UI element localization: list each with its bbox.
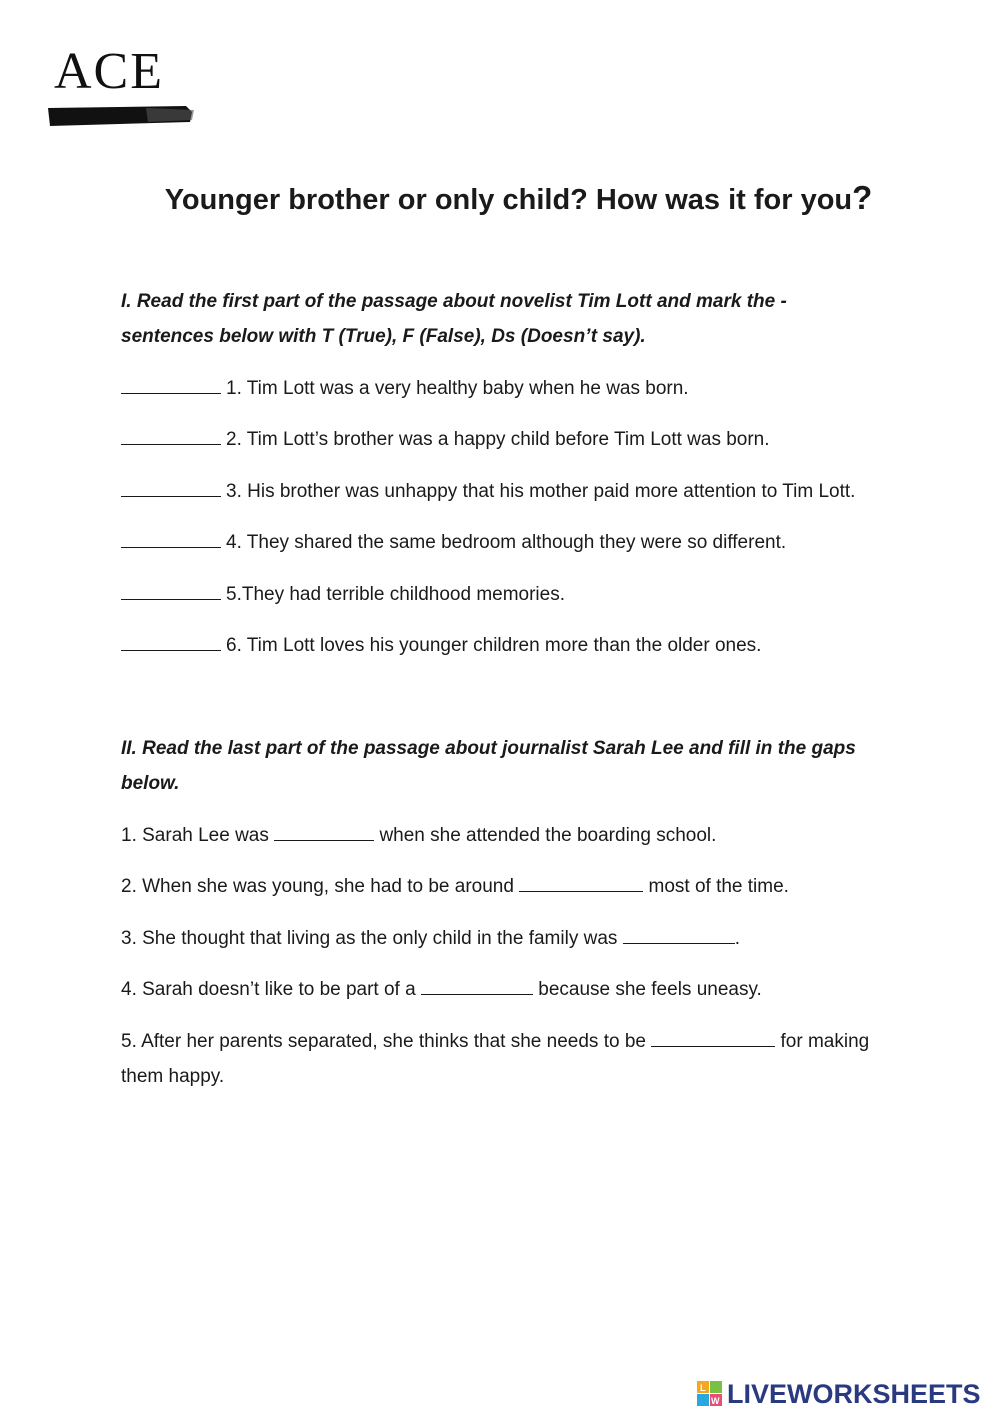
liveworksheets-brand (697, 1377, 981, 1411)
gap-item-text-after: because she feels uneasy. (538, 979, 762, 1000)
gap-item-text-before: 2. When she was young, she had to be around (121, 876, 514, 897)
tf-item-5 (121, 577, 941, 612)
answer-blank[interactable] (121, 577, 221, 600)
section1-instruction (121, 284, 921, 354)
page-title (0, 178, 1000, 220)
svg-text:L: L (700, 1383, 706, 1393)
gap-blank[interactable] (421, 972, 533, 995)
tf-item-2 (121, 422, 941, 457)
tf-item-6 (121, 628, 941, 663)
gap-blank[interactable] (274, 818, 374, 841)
title-qmark: ? (852, 179, 873, 216)
answer-blank[interactable] (121, 525, 221, 548)
answer-blank[interactable] (121, 628, 221, 651)
gap-item-text-after: for making (780, 1031, 870, 1052)
tf-item-1 (121, 371, 941, 406)
answer-blank[interactable] (121, 422, 221, 445)
tf-item-text: 6. Tim Lott loves his younger children more than the older ones. (226, 635, 762, 656)
liveworksheets-logo-icon (697, 1379, 723, 1409)
gap-item-text-after: . (734, 928, 740, 949)
tf-item-text: 3. His brother was unhappy that his mother paid more attention to Tim Lott. (226, 481, 856, 502)
section2-instruction-line2: below. (121, 773, 180, 794)
gap-item-text-after: most of the time. (648, 876, 789, 897)
tf-item-text: 4. They shared the same bedroom although they were so different. (226, 532, 787, 553)
gap-item-text-before: 3. She thought that living as the only child in the family was (121, 928, 618, 949)
ace-logo (46, 43, 196, 130)
tf-item-3 (121, 474, 941, 509)
gap-blank[interactable] (623, 921, 735, 944)
brush-stroke-icon (46, 100, 196, 130)
gap-item-1 (121, 818, 941, 853)
gap-blank[interactable] (519, 869, 643, 892)
section2-instruction (121, 731, 921, 801)
section2-instruction-line1: II. Read the last part of the passage about journalist Sarah Lee and fill in the gaps (121, 738, 856, 759)
gap-item-text-before: 4. Sarah doesn’t like to be part of a (121, 979, 416, 1000)
gap-item-text-continuation: them happy. (121, 1066, 225, 1087)
liveworksheets-brand-text: LIVEWORKSHEETS (727, 1378, 981, 1409)
section1-instruction-line2: sentences below with T (True), F (False), Ds (Doesn’t say). (121, 326, 646, 347)
tf-item-text: 2. Tim Lott’s brother was a happy child before Tim Lott was born. (226, 429, 770, 450)
tf-item-text: 1. Tim Lott was a very healthy baby when he was born. (226, 378, 689, 399)
gap-item-5-continuation (121, 1059, 941, 1094)
gap-item-text-after: when she attended the boarding school. (379, 825, 717, 846)
title-text: Younger brother or only child? How was it for you (164, 184, 853, 216)
answer-blank[interactable] (121, 474, 221, 497)
svg-text:W: W (711, 1396, 720, 1406)
gap-blank[interactable] (651, 1024, 775, 1047)
tf-item-text: 5.They had terrible childhood memories. (226, 584, 566, 605)
gap-item-4 (121, 972, 941, 1007)
tf-item-4 (121, 525, 941, 560)
gap-item-2 (121, 869, 941, 904)
gap-item-5 (121, 1024, 941, 1059)
gap-item-text-before: 5. After her parents separated, she thinks that she needs to be (121, 1031, 646, 1052)
gap-item-3 (121, 921, 941, 956)
ace-logo-text: ACE (54, 43, 164, 100)
gap-item-text-before: 1. Sarah Lee was (121, 825, 269, 846)
answer-blank[interactable] (121, 371, 221, 394)
section1-instruction-line1: I. Read the first part of the passage about novelist Tim Lott and mark the - (121, 291, 787, 312)
